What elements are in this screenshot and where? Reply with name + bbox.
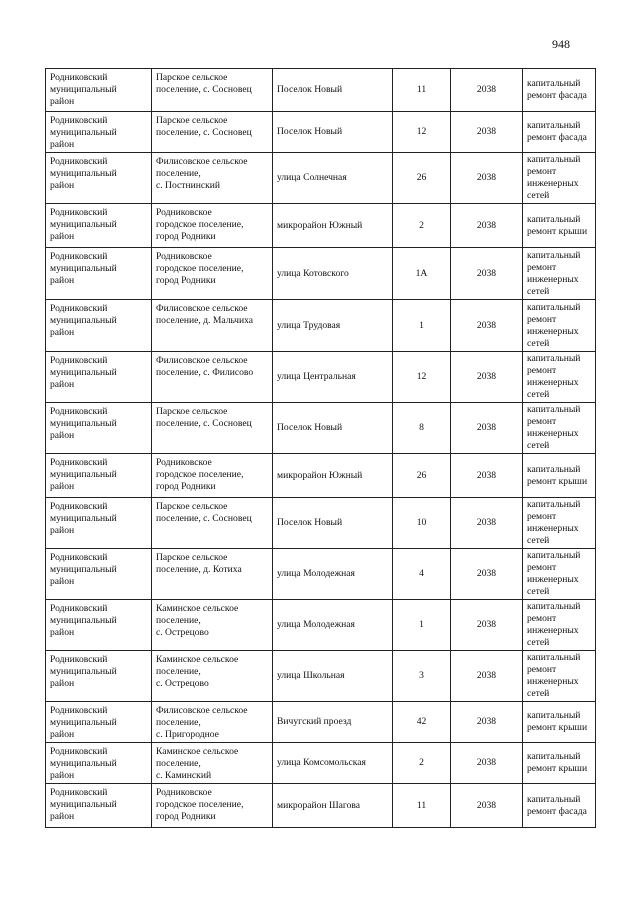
year-cell bbox=[451, 784, 523, 828]
work-type-cell bbox=[523, 153, 596, 204]
table-row bbox=[46, 300, 596, 352]
house-number-cell bbox=[393, 403, 451, 454]
table-row bbox=[46, 784, 596, 828]
year-cell-text: 2038 bbox=[476, 422, 497, 433]
house-number-cell-text: 8 bbox=[419, 422, 424, 433]
year-cell bbox=[451, 600, 523, 651]
year-cell bbox=[451, 702, 523, 743]
house-number-cell bbox=[393, 300, 451, 352]
street-cell bbox=[273, 352, 393, 403]
year-cell bbox=[451, 454, 523, 498]
district-cell bbox=[46, 651, 152, 702]
table-row bbox=[46, 549, 596, 600]
work-type-cell-text: капитальный ремонт инженерных сетей bbox=[527, 652, 581, 699]
house-number-cell-text: 1 bbox=[419, 319, 424, 331]
year-cell-text: 2038 bbox=[476, 568, 497, 579]
table-row bbox=[46, 403, 596, 454]
settlement-cell-text: Филисовское сельское поселение, с. Постнинский bbox=[156, 156, 248, 191]
street-cell-text: улица Центральная bbox=[277, 371, 356, 382]
district-cell-text: Родниковский муниципальный район bbox=[50, 603, 117, 638]
settlement-cell-text: Родниковское городское поселение, город Родники bbox=[156, 251, 244, 286]
settlement-cell bbox=[152, 300, 273, 352]
settlement-cell-text: Парское сельское поселение, с. Сосновец bbox=[156, 72, 252, 95]
work-type-cell bbox=[523, 651, 596, 702]
house-number-cell-text: 11 bbox=[416, 84, 427, 95]
year-cell-text: 2038 bbox=[476, 619, 497, 630]
house-number-cell-text: 3 bbox=[419, 670, 424, 681]
house-number-cell-text: 2 bbox=[419, 219, 424, 231]
year-cell bbox=[451, 352, 523, 403]
street-cell bbox=[273, 153, 393, 204]
district-cell bbox=[46, 600, 152, 651]
year-cell bbox=[451, 69, 523, 112]
settlement-cell bbox=[152, 498, 273, 549]
year-cell-text: 2038 bbox=[476, 716, 497, 727]
year-cell-text: 2038 bbox=[476, 172, 497, 183]
district-cell-text: Родниковский муниципальный район bbox=[50, 303, 117, 338]
house-number-cell bbox=[393, 549, 451, 600]
house-number-cell-text: 26 bbox=[416, 172, 427, 183]
house-number-cell-text: 12 bbox=[416, 126, 427, 137]
table-row bbox=[46, 454, 596, 498]
district-cell-text: Родниковский муниципальный район bbox=[50, 746, 117, 781]
street-cell bbox=[273, 248, 393, 300]
street-cell bbox=[273, 300, 393, 352]
work-type-cell bbox=[523, 454, 596, 498]
work-type-cell-text: капитальный ремонт крыши bbox=[527, 751, 588, 774]
table-row bbox=[46, 352, 596, 403]
district-cell bbox=[46, 153, 152, 204]
work-type-cell bbox=[523, 403, 596, 454]
settlement-cell-text: Каминское сельское поселение, с. Острецово bbox=[156, 654, 239, 689]
district-cell-text: Родниковский муниципальный район bbox=[50, 406, 117, 441]
work-type-cell bbox=[523, 702, 596, 743]
work-type-cell-text: капитальный ремонт инженерных сетей bbox=[527, 249, 581, 297]
house-number-cell-text: 1 bbox=[419, 619, 424, 630]
work-type-cell-text: капитальный ремонт фасада bbox=[527, 793, 587, 817]
work-type-cell-text: капитальный ремонт инженерных сетей bbox=[527, 301, 581, 349]
district-cell bbox=[46, 204, 152, 248]
year-cell-text: 2038 bbox=[476, 799, 497, 811]
settlement-cell-text: Филисовское сельское поселение, д. Мальчиха bbox=[156, 303, 254, 326]
district-cell-text: Родниковский муниципальный район bbox=[50, 552, 117, 587]
year-cell bbox=[451, 112, 523, 153]
house-number-cell bbox=[393, 204, 451, 248]
street-cell bbox=[273, 600, 393, 651]
work-type-cell-text: капитальный ремонт инженерных сетей bbox=[527, 550, 581, 597]
year-cell-text: 2038 bbox=[476, 219, 497, 231]
street-cell bbox=[273, 651, 393, 702]
work-type-cell bbox=[523, 784, 596, 828]
settlement-cell bbox=[152, 248, 273, 300]
district-cell bbox=[46, 248, 152, 300]
district-cell bbox=[46, 69, 152, 112]
year-cell bbox=[451, 549, 523, 600]
street-cell bbox=[273, 403, 393, 454]
year-cell-text: 2038 bbox=[476, 267, 497, 279]
settlement-cell bbox=[152, 651, 273, 702]
house-number-cell-text: 2 bbox=[419, 757, 424, 768]
work-type-cell-text: капитальный ремонт крыши bbox=[527, 710, 588, 733]
settlement-cell-text: Филисовское сельское поселение, с. Пригородное bbox=[156, 705, 248, 740]
district-cell-text: Родниковский муниципальный район bbox=[50, 72, 117, 107]
table-row bbox=[46, 743, 596, 784]
street-cell-text: Поселок Новый bbox=[277, 126, 343, 137]
settlement-cell-text: Парское сельское поселение, с. Сосновец bbox=[156, 406, 252, 429]
work-type-cell-text: капитальный ремонт крыши bbox=[527, 463, 588, 487]
settlement-cell bbox=[152, 454, 273, 498]
house-number-cell bbox=[393, 352, 451, 403]
house-number-cell bbox=[393, 651, 451, 702]
table-row bbox=[46, 702, 596, 743]
table-row bbox=[46, 600, 596, 651]
settlement-cell-text: Родниковское городское поселение, город Родники bbox=[156, 457, 244, 492]
work-type-cell bbox=[523, 300, 596, 352]
year-cell bbox=[451, 153, 523, 204]
district-cell bbox=[46, 784, 152, 828]
settlement-cell bbox=[152, 600, 273, 651]
district-cell-text: Родниковский муниципальный район bbox=[50, 787, 117, 822]
table-row bbox=[46, 112, 596, 153]
house-number-cell bbox=[393, 702, 451, 743]
settlement-cell-text: Каминское сельское поселение, с. Каминский bbox=[156, 746, 239, 781]
street-cell-text: микрорайон Южный bbox=[277, 469, 363, 481]
district-cell bbox=[46, 352, 152, 403]
house-number-cell-text: 12 bbox=[416, 371, 427, 382]
street-cell-text: улица Молодежная bbox=[277, 568, 355, 579]
year-cell bbox=[451, 403, 523, 454]
year-cell-text: 2038 bbox=[476, 670, 497, 681]
house-number-cell-text: 4 bbox=[419, 568, 424, 579]
house-number-cell bbox=[393, 69, 451, 112]
settlement-cell bbox=[152, 69, 273, 112]
house-number-cell bbox=[393, 743, 451, 784]
work-type-cell bbox=[523, 600, 596, 651]
work-type-cell bbox=[523, 549, 596, 600]
house-number-cell bbox=[393, 784, 451, 828]
house-number-cell-text: 1А bbox=[415, 267, 428, 279]
work-type-cell-text: капитальный ремонт инженерных сетей bbox=[527, 353, 581, 400]
house-number-cell bbox=[393, 454, 451, 498]
district-cell-text: Родниковский муниципальный район bbox=[50, 355, 117, 390]
table-row bbox=[46, 248, 596, 300]
year-cell-text: 2038 bbox=[476, 517, 497, 528]
street-cell-text: улица Котовского bbox=[277, 267, 349, 279]
street-cell bbox=[273, 743, 393, 784]
street-cell-text: улица Трудовая bbox=[277, 319, 341, 331]
work-type-cell bbox=[523, 743, 596, 784]
year-cell bbox=[451, 300, 523, 352]
district-cell bbox=[46, 112, 152, 153]
work-type-cell bbox=[523, 204, 596, 248]
settlement-cell bbox=[152, 702, 273, 743]
work-type-cell-text: капитальный ремонт инженерных сетей bbox=[527, 154, 581, 201]
work-type-cell bbox=[523, 69, 596, 112]
work-type-cell bbox=[523, 112, 596, 153]
house-number-cell bbox=[393, 498, 451, 549]
settlement-cell-text: Филисовское сельское поселение, с. Филисово bbox=[156, 355, 254, 378]
work-type-cell bbox=[523, 352, 596, 403]
year-cell bbox=[451, 498, 523, 549]
district-cell-text: Родниковский муниципальный район bbox=[50, 501, 117, 536]
page-number: 948 bbox=[552, 37, 570, 51]
street-cell-text: Поселок Новый bbox=[277, 517, 343, 528]
house-number-cell bbox=[393, 112, 451, 153]
year-cell-text: 2038 bbox=[476, 469, 497, 481]
street-cell-text: микрорайон Шагова bbox=[277, 799, 361, 811]
street-cell-text: Поселок Новый bbox=[277, 422, 343, 433]
street-cell-text: Поселок Новый bbox=[277, 84, 343, 95]
settlement-cell-text: Парское сельское поселение, с. Сосновец bbox=[156, 115, 252, 138]
repair-schedule-table bbox=[45, 68, 596, 828]
settlement-cell-text: Родниковское городское поселение, город Родники bbox=[156, 787, 244, 822]
house-number-cell-text: 42 bbox=[416, 716, 427, 727]
street-cell-text: Вичугский проезд bbox=[277, 716, 352, 727]
house-number-cell bbox=[393, 600, 451, 651]
street-cell bbox=[273, 784, 393, 828]
street-cell bbox=[273, 549, 393, 600]
settlement-cell bbox=[152, 784, 273, 828]
district-cell-text: Родниковский муниципальный район bbox=[50, 705, 117, 740]
district-cell bbox=[46, 498, 152, 549]
settlement-cell-text: Парское сельское поселение, с. Сосновец bbox=[156, 501, 252, 524]
street-cell-text: улица Молодежная bbox=[277, 619, 355, 630]
house-number-cell-text: 10 bbox=[416, 517, 427, 528]
work-type-cell-text: капитальный ремонт фасада bbox=[527, 120, 587, 143]
street-cell bbox=[273, 112, 393, 153]
work-type-cell-text: капитальный ремонт инженерных сетей bbox=[527, 404, 581, 451]
district-cell bbox=[46, 702, 152, 743]
street-cell bbox=[273, 702, 393, 743]
year-cell bbox=[451, 248, 523, 300]
settlement-cell-text: Каминское сельское поселение, с. Острецово bbox=[156, 603, 239, 638]
work-type-cell-text: капитальный ремонт инженерных сетей bbox=[527, 499, 581, 546]
district-cell-text: Родниковский муниципальный район bbox=[50, 115, 117, 150]
year-cell-text: 2038 bbox=[476, 757, 497, 768]
settlement-cell bbox=[152, 204, 273, 248]
work-type-cell-text: капитальный ремонт крыши bbox=[527, 213, 588, 237]
year-cell-text: 2038 bbox=[476, 84, 497, 95]
year-cell-text: 2038 bbox=[476, 126, 497, 137]
table-row bbox=[46, 651, 596, 702]
district-cell bbox=[46, 743, 152, 784]
settlement-cell bbox=[152, 352, 273, 403]
table-body bbox=[46, 69, 596, 828]
year-cell bbox=[451, 651, 523, 702]
street-cell-text: улица Школьная bbox=[277, 670, 345, 681]
settlement-cell bbox=[152, 549, 273, 600]
street-cell bbox=[273, 204, 393, 248]
work-type-cell bbox=[523, 498, 596, 549]
year-cell-text: 2038 bbox=[476, 371, 497, 382]
year-cell bbox=[451, 743, 523, 784]
district-cell-text: Родниковский муниципальный район bbox=[50, 251, 117, 286]
settlement-cell bbox=[152, 153, 273, 204]
district-cell bbox=[46, 454, 152, 498]
settlement-cell-text: Парское сельское поселение, д. Котиха bbox=[156, 552, 242, 575]
street-cell-text: улица Комсомольская bbox=[277, 757, 366, 768]
settlement-cell bbox=[152, 403, 273, 454]
house-number-cell-text: 11 bbox=[416, 799, 427, 811]
work-type-cell-text: капитальный ремонт инженерных сетей bbox=[527, 601, 581, 648]
year-cell bbox=[451, 204, 523, 248]
district-cell-text: Родниковский муниципальный район bbox=[50, 654, 117, 689]
district-cell bbox=[46, 300, 152, 352]
settlement-cell bbox=[152, 743, 273, 784]
settlement-cell bbox=[152, 112, 273, 153]
street-cell-text: микрорайон Южный bbox=[277, 219, 363, 231]
work-type-cell-text: капитальный ремонт фасада bbox=[527, 78, 587, 101]
street-cell bbox=[273, 454, 393, 498]
street-cell bbox=[273, 69, 393, 112]
district-cell-text: Родниковский муниципальный район bbox=[50, 156, 117, 191]
year-cell-text: 2038 bbox=[476, 319, 497, 331]
district-cell bbox=[46, 403, 152, 454]
work-type-cell bbox=[523, 248, 596, 300]
table-row bbox=[46, 498, 596, 549]
street-cell-text: улица Солнечная bbox=[277, 172, 347, 183]
district-cell-text: Родниковский муниципальный район bbox=[50, 457, 117, 492]
district-cell-text: Родниковский муниципальный район bbox=[50, 207, 117, 242]
settlement-cell-text: Родниковское городское поселение, город Родники bbox=[156, 207, 244, 242]
table-row bbox=[46, 153, 596, 204]
house-number-cell bbox=[393, 153, 451, 204]
district-cell bbox=[46, 549, 152, 600]
street-cell bbox=[273, 498, 393, 549]
table-row bbox=[46, 69, 596, 112]
house-number-cell bbox=[393, 248, 451, 300]
house-number-cell-text: 26 bbox=[416, 469, 427, 481]
table-row bbox=[46, 204, 596, 248]
